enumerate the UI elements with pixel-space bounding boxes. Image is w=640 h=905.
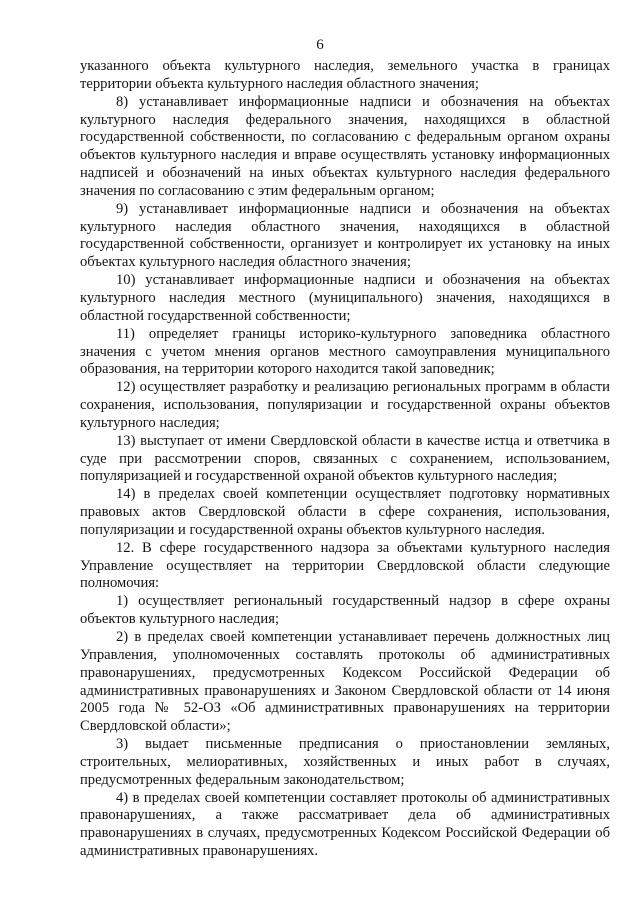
paragraph-item-8: 8) устанавливает информационные надписи и обозначения на объектах культурного наследия федерального значения, находящихся в областной государственной собственности, по согласованию с федеральным органом охраны объектов культурного наследия и вправе осуществлять установку информационных надписей и обозначений на иных объектах культурного наследия федерального значения по согласованию с этим федеральным органом; [80, 93, 610, 199]
paragraph-subitem-1: 1) осуществляет региональный государственный надзор в сфере охраны объектов культурного наследия; [80, 593, 610, 628]
paragraph-subitem-3: 3) выдает письменные предписания о приостановлении земляных, строительных, мелиоративных, хозяйственных и иных работ в случаях, предусмотренных федеральным законодательством; [80, 736, 610, 788]
paragraph-subitem-2: 2) в пределах своей компетенции устанавливает перечень должностных лиц Управления, уполномоченных составлять протоколы об административных правонарушениях, предусмотренных Кодексом Российской Федерации об административных правонарушениях и Законом Свердловской области от 14 июня 2005 года № 52-ОЗ «Об административных правонарушениях на территории Свердловской области»; [80, 629, 610, 735]
paragraph-section-12: 12. В сфере государственного надзора за объектами культурного наследия Управление осуществляет на территории Свердловской области следующие полномочия: [80, 539, 610, 592]
paragraph-item-11: 11) определяет границы историко-культурного заповедника областного значения с учетом мнения органов местного самоуправления муниципального образования, на территории которого находится такой заповедник; [80, 325, 610, 378]
document-body [80, 58, 610, 861]
paragraph-item-12: 12) осуществляет разработку и реализацию региональных программ в области сохранения, использования, популяризации и государственной охраны объектов культурного наследия; [80, 379, 610, 431]
paragraph-subitem-4: 4) в пределах своей компетенции составляет протоколы об административных правонарушениях, а также рассматривает дела об административных правонарушениях в случаях, предусмотренных Кодексом Российской Федерации об административных правонарушениях. [80, 789, 610, 860]
paragraph-continuation: указанного объекта культурного наследия, земельного участка в границах территории объекта культурного наследия областного значения; [80, 58, 610, 92]
paragraph-item-13: 13) выступает от имени Свердловской области в качестве истца и ответчика в суде при рассмотрении споров, связанных с сохранением, использованием, популяризацией и государственной охраной объектов культурного наследия; [80, 432, 610, 485]
paragraph-item-10: 10) устанавливает информационные надписи и обозначения на объектах культурного наследия местного (муниципального) значения, находящихся в областной государственной собственности; [80, 272, 610, 324]
paragraph-item-14: 14) в пределах своей компетенции осуществляет подготовку нормативных правовых актов Свердловской области в сфере сохранения, использования, популяризации и государственной охраны объектов культурного наследия. [80, 486, 610, 538]
paragraph-item-9: 9) устанавливает информационные надписи и обозначения на объектах культурного наследия областного значения, находящихся в областной государственной собственности, организует и контролирует их установку на иных объектах культурного наследия областного значения; [80, 200, 610, 271]
page-number: 6 [316, 37, 324, 53]
